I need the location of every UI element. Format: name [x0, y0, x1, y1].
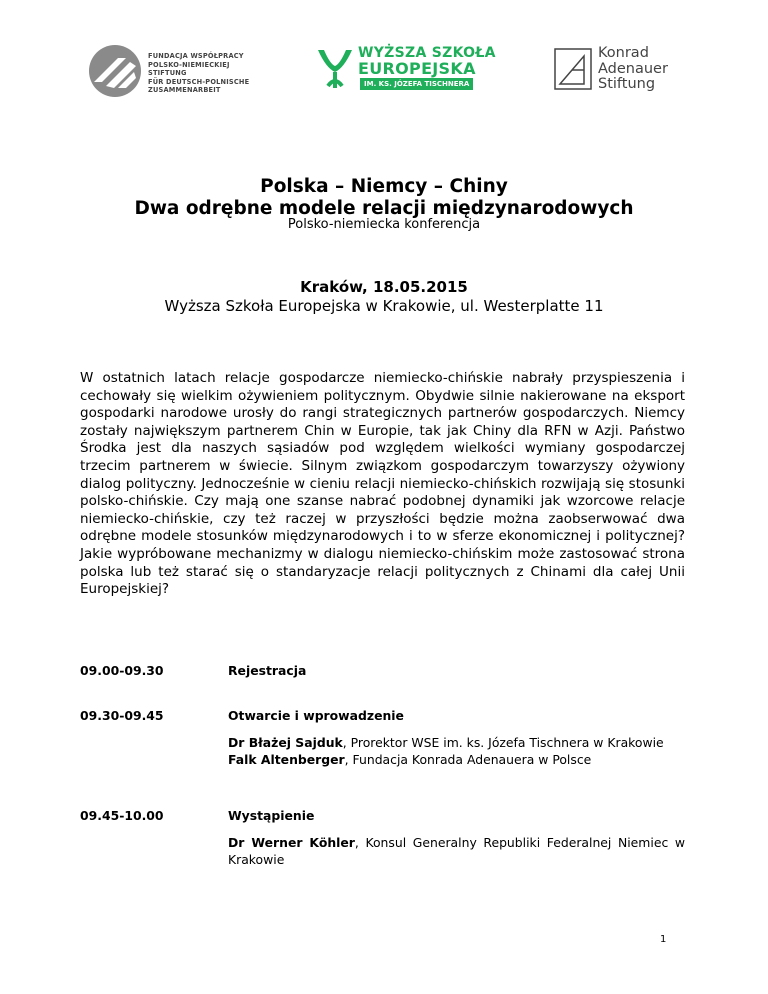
wse-line-1: WYŻSZA SZKOŁA [358, 45, 496, 61]
fundacja-line-2: POLSKO-NIEMIECKIEJ [148, 60, 230, 69]
fundacja-logo [88, 44, 278, 100]
event-date: Kraków, 18.05.2015 [300, 278, 468, 296]
speaker-3 [228, 835, 685, 868]
title-line-2: Dwa odrębne modele relacji międzynarodowych [134, 198, 634, 219]
agenda-title-2: Otwarcie i wprowadzenie [228, 708, 404, 723]
kas-line-1: Konrad [598, 45, 649, 61]
agenda-time-3: 09.45-10.00 [80, 808, 164, 823]
speaker-2-name: Falk Altenberger [228, 751, 345, 767]
fundacja-line-4: FÜR DEUTSCH-POLNISCHE [148, 77, 250, 86]
document-subtitle: Polsko-niemiecka konferencja [287, 217, 481, 232]
agenda-title-3: Wystąpienie [228, 808, 315, 823]
agenda-title-1: Rejestracja [228, 663, 307, 678]
speaker-1-name: Dr Błażej Sajduk [228, 735, 343, 750]
event-info [0, 278, 768, 316]
speaker-3-name: Dr Werner Köhler [228, 835, 355, 850]
fundacja-line-1: FUNDACJA WSPÓŁPRACY [148, 52, 244, 60]
fundacja-emblem-icon [88, 44, 142, 98]
speaker-1-role: , Prorektor WSE im. ks. Józefa Tischnera w Krakowie [342, 735, 664, 750]
kas-logo [554, 45, 694, 98]
wse-line-2: EUROPEJSKA [358, 59, 476, 78]
kas-emblem-icon [554, 48, 592, 90]
speaker-2-role: , Fundacja Konrada Adenauera w Polsce [344, 751, 592, 767]
fundacja-line-5: ZUSAMMENARBEIT [148, 86, 221, 95]
kas-line-2: Adenauer [598, 60, 668, 77]
agenda-time-1: 09.00-09.30 [80, 663, 164, 678]
title-line-1: Polska – Niemcy – Chiny [260, 176, 508, 197]
speaker-1 [228, 735, 685, 752]
intro-paragraph: W ostatnich latach relacje gospodarcze niemiecko-chińskie nabrały przyspieszenia i cechowały się wielkim ożywieniem politycznym. Obydwie silnie nakierowane na eksport gospodarki narodowe urosły do rangi strategicznych partnerów gospodarczych. Niemcy zostały największym partnerem Chin w Europie, tak jak Chiny dla RFN w Azji. Państwo Środka jest dla naszych sąsiadów pod względem wielkości wymiany gospodarczej trzecim partnerem w świecie. Silnym związkom gospodarczym towarzyszy ożywiony dialog polityczny. Jednocześnie w cieniu relacji niemiecko-chińskich rozwijają się stosunki polsko-chińskie. Czy mają one szanse nabrać podobnej dynamiki jak wzorcowe relacje niemiecko-chińskie, czy też raczej w przyszłości będzie można zaobserwować dwa odrębne modele stosunków międzynarodowych i to w sferze ekonomicznej i politycznej? Jakie wypróbowane mechanizmy w dialogu niemiecko-chińskim może zastosować strona polska lub też starać się o standaryzacje relacji politycznych z Chinami dla całej Unii Europejskiej? [80, 370, 685, 598]
kas-line-3: Stiftung [598, 76, 656, 92]
speaker-2 [228, 752, 685, 769]
wse-logo [314, 40, 496, 96]
document-title [0, 176, 768, 220]
agenda-time-2: 09.30-09.45 [80, 708, 164, 723]
logo-bar [0, 40, 768, 102]
agenda-speakers-2 [228, 735, 685, 768]
speaker-3-role: , Konsul Generalny Republiki Federalnej Niemiec w Krakowie [228, 835, 685, 867]
wse-emblem-icon [316, 46, 354, 90]
agenda-speakers-3 [228, 835, 685, 868]
event-venue: Wyższa Szkoła Europejska w Krakowie, ul. Westerplatte 11 [164, 297, 604, 315]
fundacja-line-3: STIFTUNG [148, 69, 187, 78]
wse-line-3: IM. KS. JÓZEFA TISCHNERA [360, 78, 473, 90]
page-number: 1 [660, 934, 667, 945]
